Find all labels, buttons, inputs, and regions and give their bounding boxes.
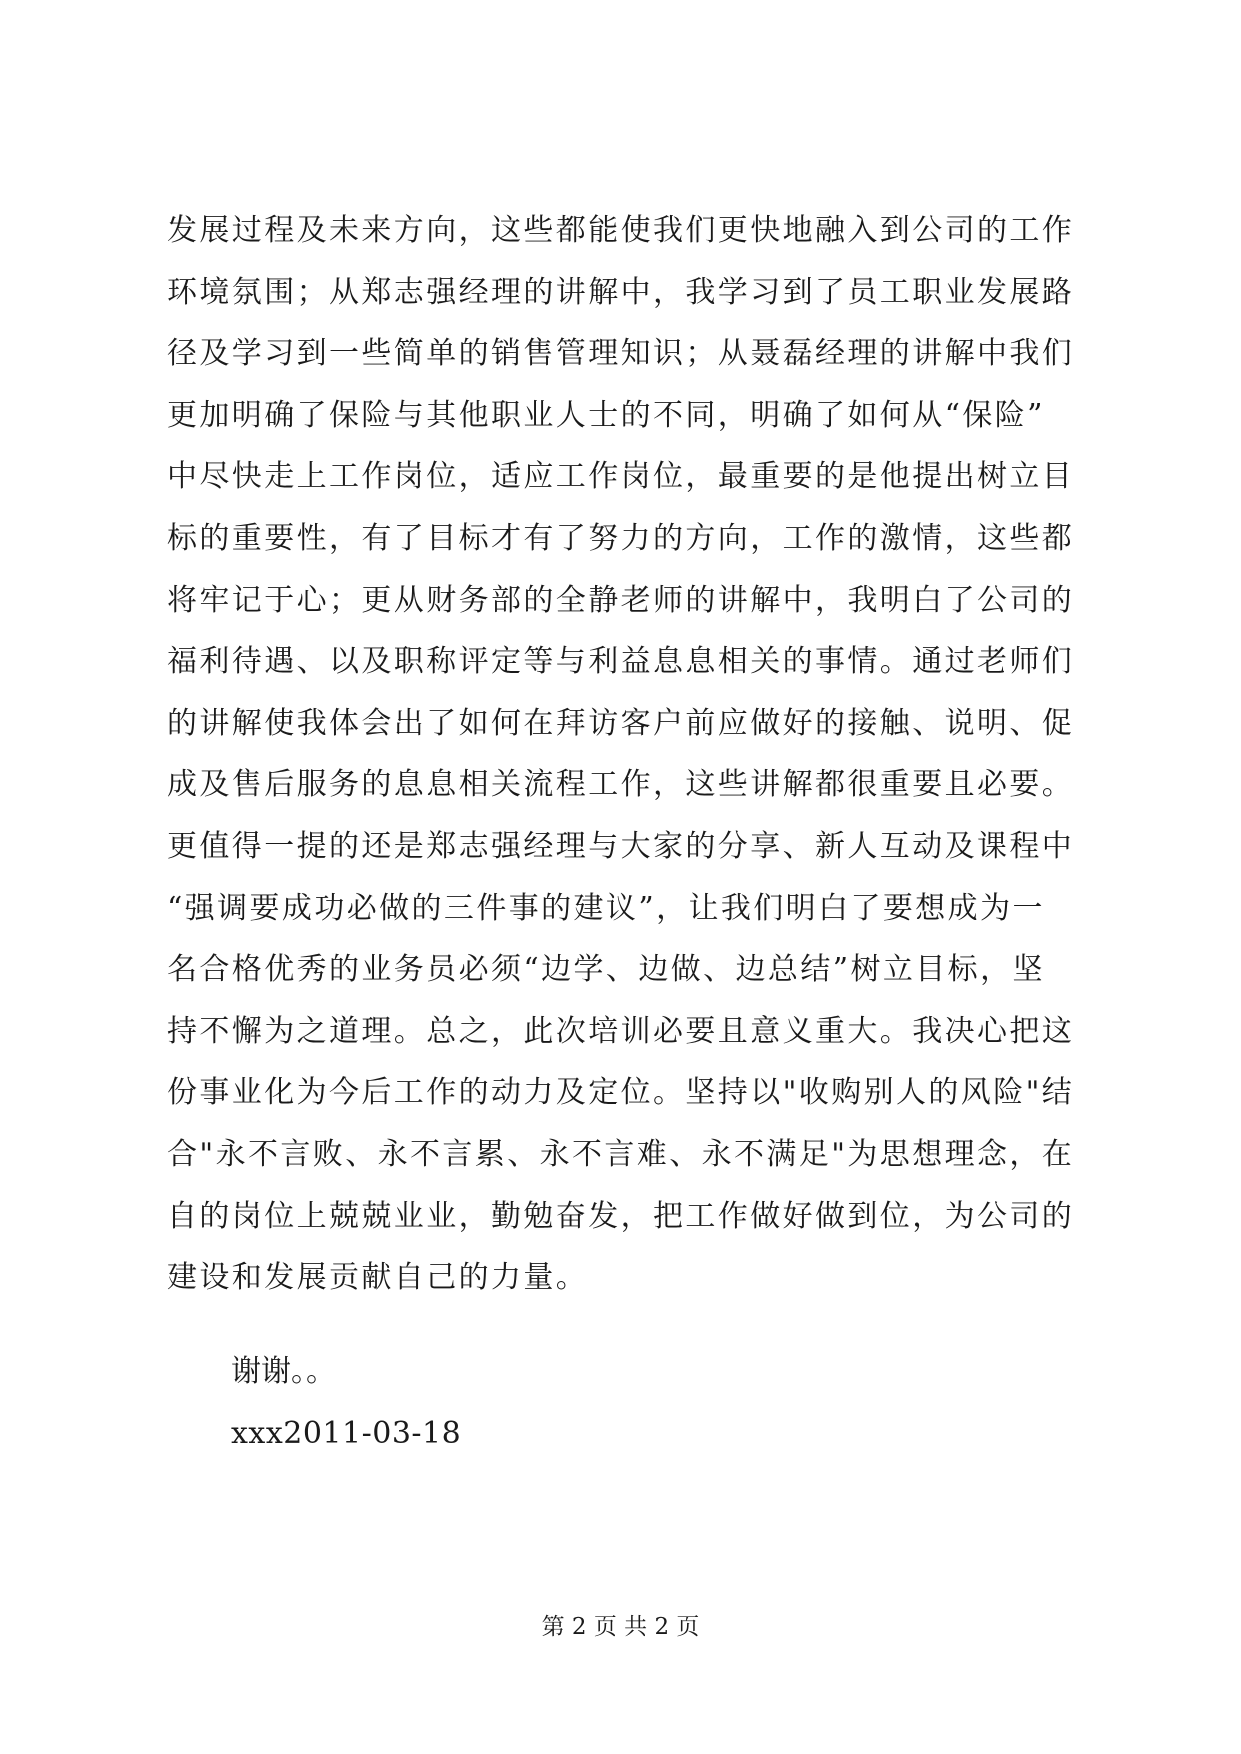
body-line: 份事业化为今后工作的动力及定位。坚持以"收购别人的风险"结 (167, 1075, 1075, 1111)
body-line: 更加明确了保险与其他职业人士的不同，明确了如何从“保险” (167, 397, 1045, 433)
body-line: 建设和发展贡献自己的力量。 (167, 1260, 589, 1296)
body-line: 合"永不言败、永不言累、永不言难、永不满足"为思想理念，在 (167, 1136, 1075, 1172)
body-line: 径及学习到一些简单的销售管理知识；从聂磊经理的讲解中我们 (167, 336, 1075, 372)
body-line: 成及售后服务的息息相关流程工作，这些讲解都很重要且必要。 (167, 767, 1075, 803)
body-line: 标的重要性，有了目标才有了努力的方向，工作的激情，这些都 (167, 520, 1075, 556)
signature-date: xxx2011-03-18 (231, 1416, 462, 1451)
page-footer: 第 2 页 共 2 页 (541, 1614, 700, 1640)
body-line: 更值得一提的还是郑志强经理与大家的分享、新人互动及课程中 (167, 828, 1075, 864)
body-line: 自的岗位上兢兢业业，勤勉奋发，把工作做好做到位，为公司的 (167, 1198, 1075, 1234)
body-line: 持不懈为之道理。总之，此次培训必要且意义重大。我决心把这 (167, 1013, 1075, 1049)
closing-thanks: 谢谢。。 (231, 1354, 336, 1389)
body-line: 的讲解使我体会出了如何在拜访客户前应做好的接触、说明、促 (167, 705, 1075, 741)
body-line: 发展过程及未来方向，这些都能使我们更快地融入到公司的工作 (167, 213, 1075, 248)
body-line: 福利待遇、以及职称评定等与利益息息相关的事情。通过老师们 (167, 644, 1075, 680)
body-paragraph (167, 200, 1087, 1309)
body-line: 将牢记于心；更从财务部的全静老师的讲解中，我明白了公司的 (167, 582, 1075, 618)
body-line: 中尽快走上工作岗位，适应工作岗位，最重要的是他提出树立目 (167, 459, 1075, 495)
body-line: 名合格优秀的业务员必须“边学、边做、边总结”树立目标，坚 (167, 952, 1045, 988)
body-line: 环境氛围；从郑志强经理的讲解中，我学习到了员工职业发展路 (167, 274, 1075, 310)
body-line: “强调要成功必做的三件事的建议”，让我们明白了要想成为一 (167, 890, 1045, 926)
